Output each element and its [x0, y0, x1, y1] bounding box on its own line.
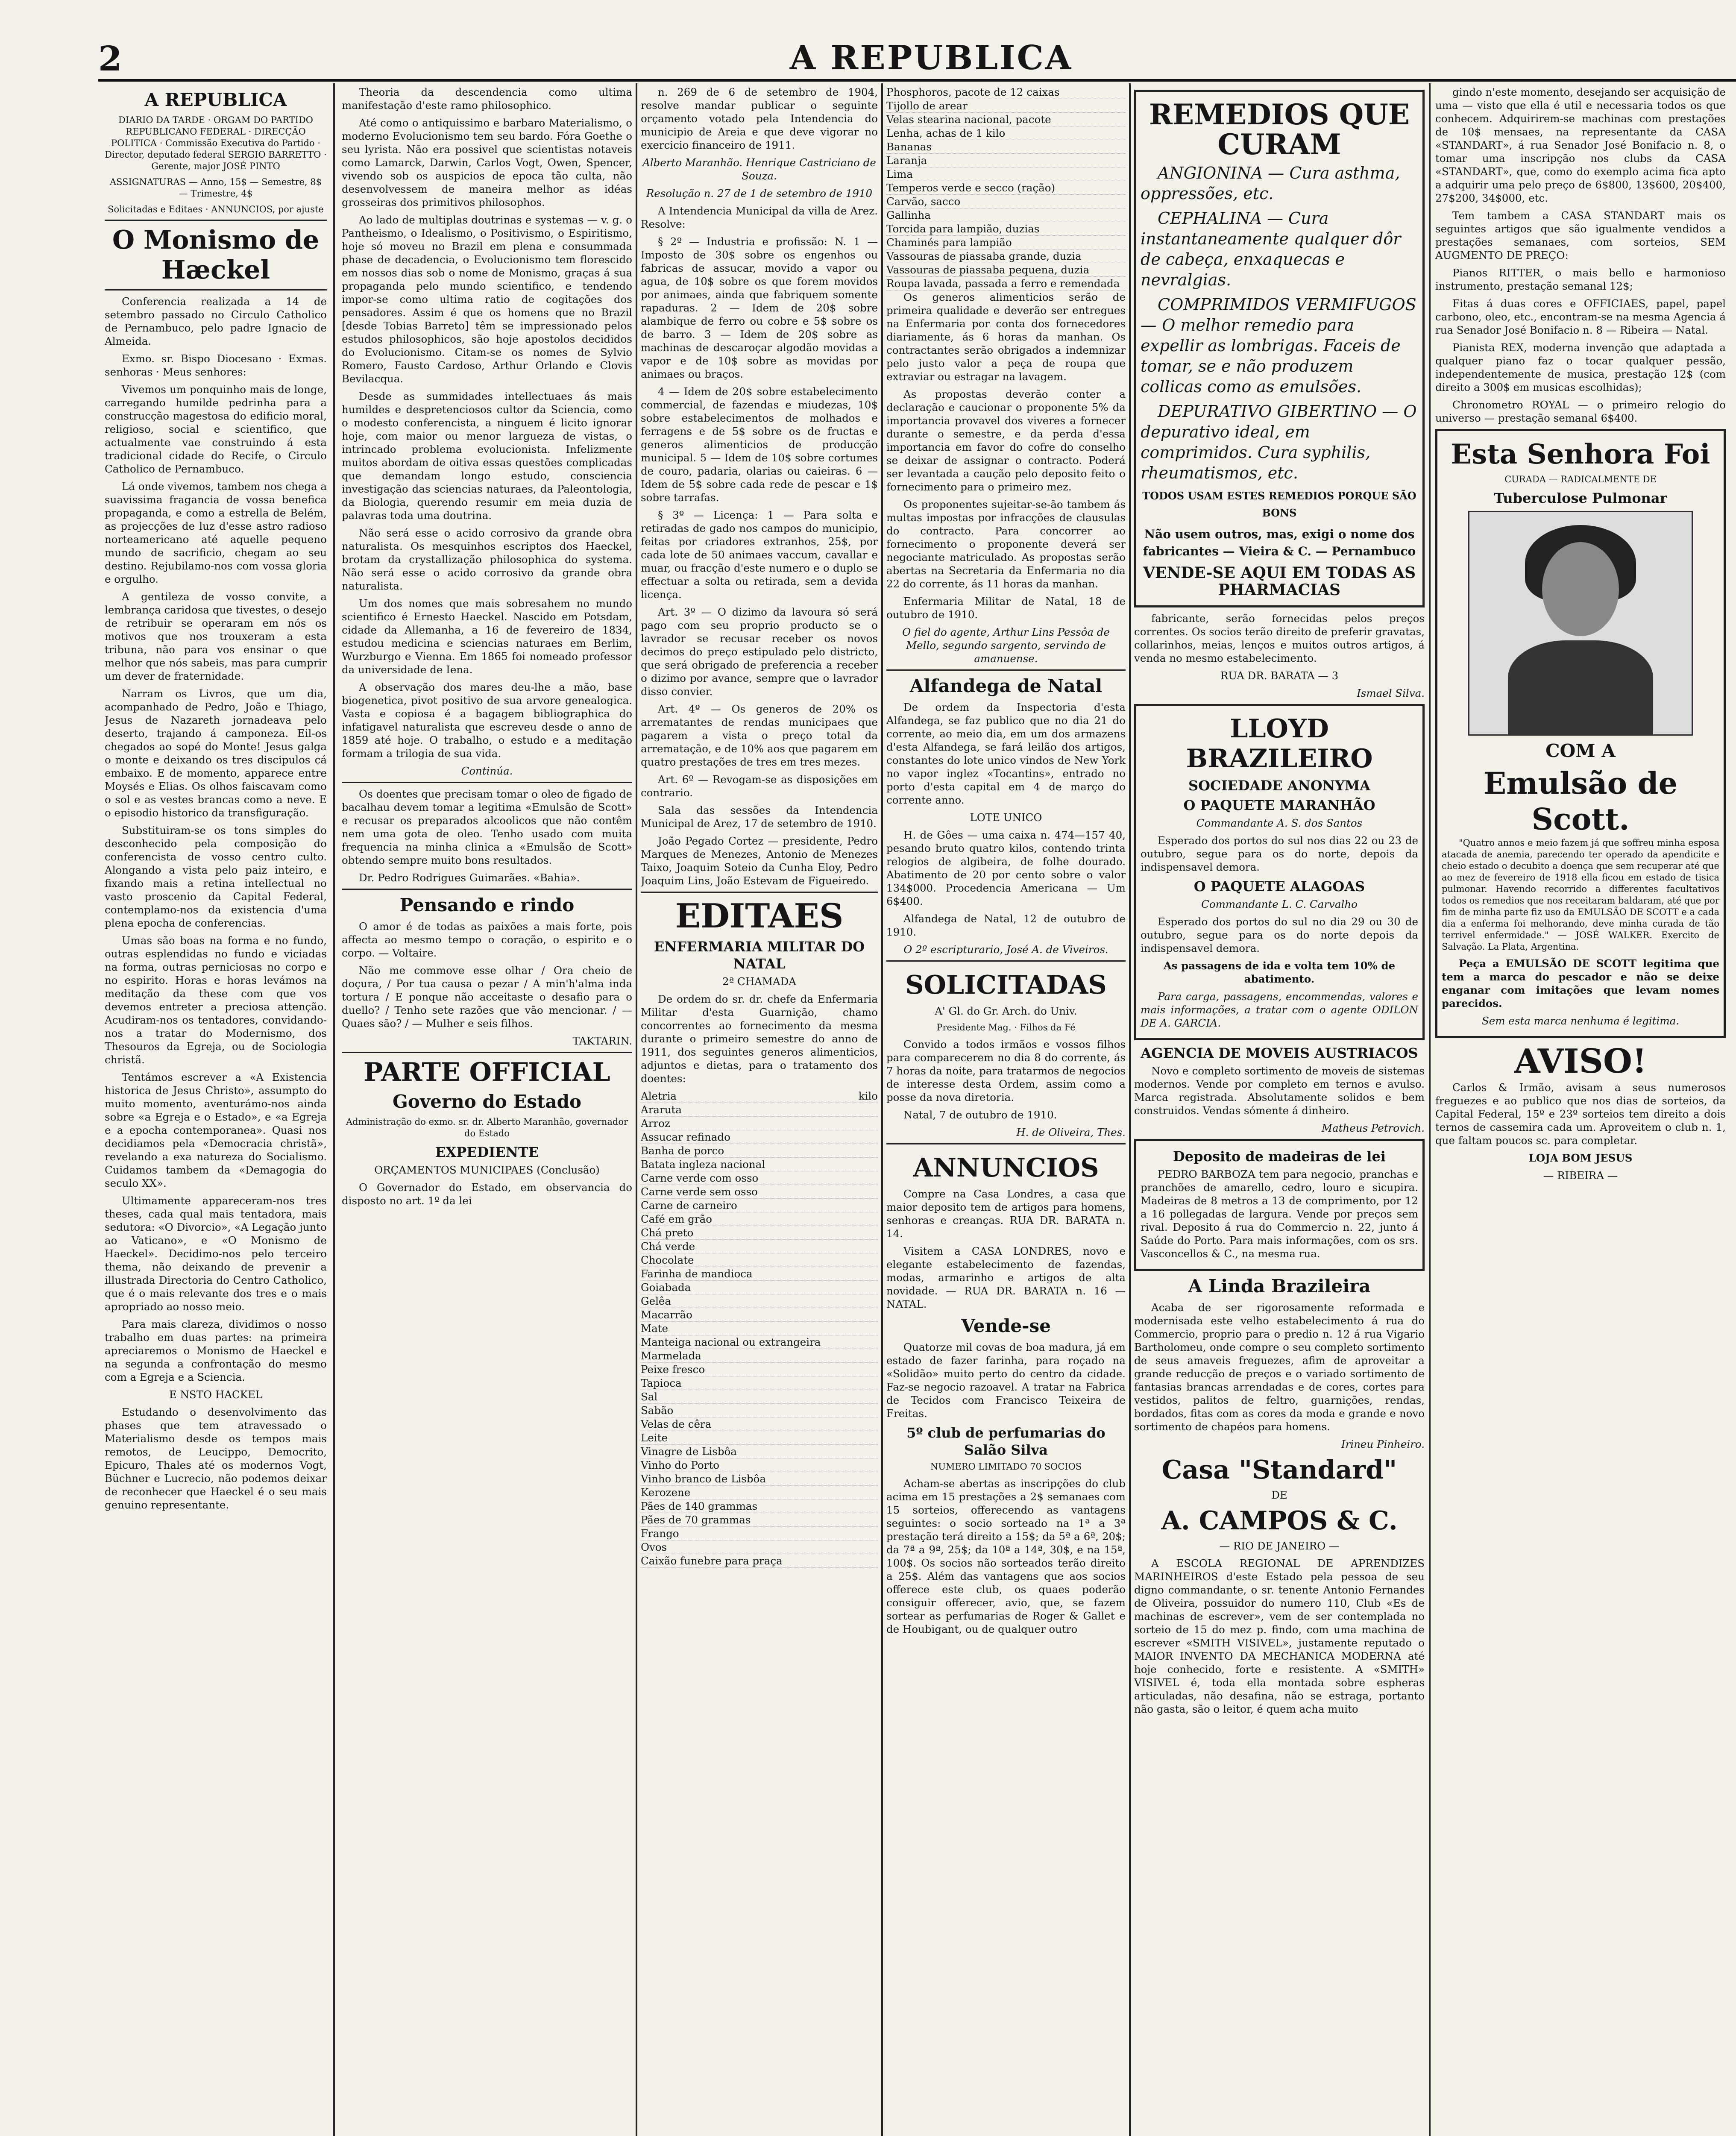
item-label: Velas de cêra	[641, 1418, 712, 1430]
admin-line: Administração do exmo. sr. dr. Alberto Maranhão, governador do Estado	[346, 1117, 628, 1138]
goods-list	[886, 85, 1126, 290]
item-label: Lima	[886, 168, 913, 180]
item-label: Manteiga nacional ou extrangeira	[641, 1336, 821, 1348]
subheading: 2ª CHAMADA	[722, 975, 796, 988]
item-label: Temperos verde e secco (ração)	[886, 182, 1056, 194]
solicitadas-heading: SOLICITADAS	[905, 970, 1107, 1000]
item-label: Farinha de mandioca	[641, 1268, 753, 1280]
paragraph: Esperado dos portos do sul no dia 29 ou 30 de outubro, segue para os do norte depois da indispensavel demora.	[1141, 915, 1418, 954]
woman-portrait-illustration	[1468, 511, 1693, 736]
item-label: Assucar refinado	[641, 1131, 730, 1143]
ad-line: As passagens de ida e volta tem 10% de abatimento.	[1163, 959, 1396, 985]
ad-subheading: SOCIEDADE ANONYMA	[1188, 778, 1370, 794]
ad-line: CEPHALINA — Cura instantaneamente qualquer dôr de cabeça, enxaquecas e nevralgias.	[1141, 209, 1401, 289]
list-item	[641, 1554, 878, 1568]
paragraph: Art. 6º — Revogam-se as disposições em contrario.	[641, 773, 878, 799]
paragraph: Art. 4º — Os generos de 20% os arrematantes de rendas municipaes que pagarem a vista o preço total da arrematação, e de 10% aos que pagarem em quatro prestações de tres em tres mezes.	[641, 703, 878, 768]
list-item	[641, 1185, 878, 1199]
goods-list	[641, 1089, 878, 1568]
item-label: Banha de porco	[641, 1144, 724, 1157]
paragraph: Tentámos escrever a «A Existencia historica de Jesus Christo», assumpto do muito momento, aventurámo-nos ainda sobre «a Egreja e o Estado», e «a Egreja e a epocha contemporanea». Quasi nos decidiamos pela «Democracia christã», revelando a exa natureza do Socialismo. Cuidamos tambem da «Demagogia do seculo XX».	[105, 1071, 327, 1189]
testimonial: "Quatro annos e meio fazem já que soffreu minha esposa atacada de anemia, parecendo ter operado da apendicite e cheio estado o decubito a doença que sem recuperar até que ao mez de fevereiro de 1918 ella ficou em estado de tisica pulmonar. Havendo recorrido a differentes facultativos todos os remedios que nos receitaram baldaram, até que por fim de minha parte fiz uso da EMULSÃO DE SCOTT e a cada dia a enferma foi melhorando, deve minha curada de tão terrivel enfermidade." — JOSÉ WALKER. Exercito de Salvação. La Plata, Argentina.	[1442, 838, 1719, 952]
paragraph: fabricante, serão fornecidas pelos preços correntes. Os socios terão direito de preferir gravatas, collarinhos, meias, lenços e muitos outros artigos, á venda no mesmo estabelecimento.	[1134, 612, 1425, 664]
place: — RIBEIRA —	[1543, 1169, 1618, 1182]
item-label: Velas stearina nacional, pacote	[886, 113, 1051, 126]
ad-line: COM A	[1545, 740, 1616, 761]
divider	[886, 960, 1126, 962]
list-item	[641, 1294, 878, 1308]
list-item	[641, 1158, 878, 1171]
list-item	[641, 1103, 878, 1117]
list-item	[886, 154, 1126, 167]
signature: O fiel do agente, Arthur Lins Pessôa de Mello, segundo sargento, servindo de amanuense.	[902, 626, 1110, 665]
item-label: Vinho branco de Lisbôa	[641, 1473, 766, 1485]
column-4	[886, 85, 1126, 2136]
section-heading: Casa "Standard"	[1161, 1455, 1397, 1485]
item-label: Laranja	[886, 154, 927, 167]
paragraph: Pianista REX, moderna invenção que adaptada a qualquer piano faz o tocar qualquer pessão, independentemente de musica, prestação 12$ (com direito a 300$ em musicas escolhidas);	[1435, 341, 1726, 393]
item-label: Café em grão	[641, 1213, 712, 1225]
item-label: Frango	[641, 1527, 679, 1540]
paragraph: A observação dos mares deu-lhe a mão, base biogenetica, pivot positivo de sua arvore genealogica. Vasta e copiosa é a bagagem bibliographica do infatigavel naturalista que escreveu desde o anno de 1859 até hoje. O trabalho, o estudo e a meditação formam a trilogia de sua vida.	[342, 681, 632, 760]
list-item	[886, 167, 1126, 181]
section-heading: A Linda Brazileira	[1188, 1276, 1371, 1297]
emulsion-ad	[1435, 429, 1726, 1038]
paragraph: Desde as summidades intellectuaes ás mais humildes e despretenciosos cultor da Sciencia, como o modesto conferencista, a ninguem é licito ignorar hoje, com maior ou menor largueza de vistas, o intrincado problema evolucionista. Infelizmente muitos abordam de oitiva essas questões complicadas que demandam longo estudo, consciencia investigação das sciencias naturaes, da Paleontologia, da Biologia, querendo resumir em meia duzia de palavras toda uma doutrina.	[342, 390, 632, 522]
item-label: Tijollo de arear	[886, 100, 968, 112]
company-name: A. CAMPOS & C.	[1161, 1506, 1398, 1536]
signature: Dr. Pedro Rodrigues Guimarães. «Bahia».	[359, 871, 580, 884]
paragraph: 4 — Idem de 20$ sobre estabelecimento commercial, de fazendas e miudezas, 10$ sobre estabelecimentos de molhados e ferragens e de 5$ sobre os de fructas e generos alimenticios de producção municipal. 5 — Idem de 10$ sobre cortumes de couro, padaria, olarias ou caieiras. 6 — Idem de 5$ sobre cada rede de pescar e 1$ sobre tarrafas.	[641, 385, 878, 504]
subheading: — RIO DE JANEIRO —	[1219, 1540, 1340, 1552]
paragraph: Umas são boas na forma e no fundo, outras esplendidas no fundo e viciadas na forma, outras perniciosas no corpo e no espirito. Horas e horas levámos na meditação da these com que vos devemos entreter a preciosa attenção. Acudiram-nos os tentadores, convidando-nos a tratar do Modernismo, dos Thesouros da Egreja, ou de Sociologia christã.	[105, 934, 327, 1066]
ad-line: ANGIONINA — Cura asthma, oppressões, etc.	[1141, 164, 1400, 203]
list-item	[886, 99, 1126, 113]
masthead-title: A REPUBLICA	[789, 38, 1073, 77]
ads-note: Solicitadas e Editaes · ANNUNCIOS, por ajuste	[108, 204, 324, 214]
item-label: Goiabada	[641, 1281, 691, 1294]
poem: Não me commove esse olhar / Ora cheio de doçura, / Por tua causa o pezar / A min'h'alma inda tortura / E ponque não acceitaste o desafio para o duello? / Tenho sete razões que vão mencionar. / — Quaes são? / — Mulher e seis filhos.	[342, 964, 632, 1030]
item-label: Carne de carneiro	[641, 1199, 737, 1212]
divider	[886, 669, 1126, 671]
imprint: DIARIO DA TARDE · ORGAM DO PARTIDO REPUBLICANO FEDERAL · DIRECÇÃO POLITICA · Commissão Executiva do Partido · Director, deputado federal SERGIO BARRETTO · Gerente, major JOSÉ PINTO	[105, 115, 327, 171]
paragraph: Sala das sessões da Intendencia Municipal de Arez, 17 de setembro de 1910.	[641, 804, 878, 830]
item-label: Vinho do Porto	[641, 1459, 719, 1471]
ad-line: CURADA — RADICALMENTE DE	[1504, 474, 1657, 484]
section-heading: Governo do Estado	[393, 1091, 581, 1112]
annuncios-heading: ANNUNCIOS	[913, 1153, 1099, 1183]
paragraph: Carlos & Irmão, avisam a seus numerosos freguezes e ao publico que nos dias de sorteios, da Capital Federal, 15º e 23º sorteios tem direito a dois ternos de cassemira cada um. Aproveitem o club n. 1, que faltam poucos sc. para completar.	[1435, 1081, 1726, 1147]
paragraph: Compre na Casa Londres, a casa que maior deposito tem de artigos para homens, senhoras e creanças. RUA DR. BARATA n. 14.	[886, 1188, 1126, 1240]
ad-heading: Esta Senhora Foi	[1451, 438, 1710, 470]
list-item	[886, 85, 1126, 99]
list-item	[641, 1144, 878, 1158]
list-item	[641, 1117, 878, 1130]
item-label: Kerozene	[641, 1486, 691, 1499]
list-item	[641, 1089, 878, 1103]
list-item	[641, 1458, 878, 1472]
paragraph: Não será esse o acido corrosivo da grande obra naturalista. Os mesquinhos escriptos dos Haeckel, brotam da crystallização philosophica do systema. Não será esse o acido corrosivo da grande obra naturalista.	[342, 527, 632, 592]
ship-name: O PAQUETE MARANHÃO	[1183, 797, 1375, 813]
divider	[342, 782, 632, 783]
item-label: Batata ingleza nacional	[641, 1158, 765, 1171]
section-heading: EXPEDIENTE	[435, 1144, 539, 1160]
signature: Matheus Petrovich.	[1321, 1122, 1425, 1134]
item-label: Aletria	[641, 1090, 677, 1102]
item-label: Carne verde com osso	[641, 1172, 759, 1184]
paragraph: Até como o antiquissimo e barbaro Materialismo, o moderno Evolucionismo tem seu bardo. Fóra Goethe o seu lyrista. Não era possivel que scientistas notaveis como Lamarck, Darwin, Carlos Vogt, Owen, Spencer, vivendo sob os auspicios de epoca tão culta, não desenvolvessem de maneira melhor as idéas grosseiras dos primitivos philosophos.	[342, 117, 632, 208]
item-label: Tapioca	[641, 1377, 682, 1389]
paragraph: § 3º — Licença: 1 — Para solta e retiradas de gado nos campos do municipio, feitas por criadores extranhos, 25$, por cada lote de 50 animaes vaccum, cavallar e muar, ou fracção d'este numero e o duplo se effectuar a solta ou retirada, sem a devida licença.	[641, 509, 878, 601]
resolution-title: Resolução n. 27 de 1 de setembro de 1910	[646, 187, 873, 200]
list-item	[641, 1417, 878, 1431]
divider	[105, 220, 327, 221]
masthead	[98, 38, 1736, 82]
item-label: Sal	[641, 1391, 658, 1403]
list-item	[886, 181, 1126, 195]
item-label: Chá verde	[641, 1240, 695, 1253]
column-rule	[1129, 83, 1131, 2136]
paragraph: H. de Gôes — uma caixa n. 474—157 40, pesando bruto quatro kilos, contendo trinta relogios de algibeira, de folhe dourado. Abatimento de 20 por cento sobre o valor 134$000. Procedencia Americana — Um 6$400.	[886, 829, 1126, 907]
address: RUA DR. BARATA — 3	[1220, 669, 1339, 682]
list-item	[641, 1240, 878, 1253]
official-heading: PARTE OFFICIAL	[364, 1057, 610, 1087]
timber-ad	[1134, 1139, 1425, 1271]
signature: Alberto Maranhão. Henrique Castriciano de Souza.	[642, 156, 876, 182]
ad-line: VENDE-SE AQUI EM TODAS AS PHARMACIAS	[1143, 564, 1416, 599]
section-heading: Alfandega de Natal	[909, 675, 1103, 696]
article-headline: O Monismo de Hæckel	[112, 225, 320, 285]
paragraph: Acaba de ser rigorosamente reformada e modernisada este velho estabelecimento á rua do Commercio, proprio para o predio n. 12 á rua Vigario Bartholomeu, onde compre o seu completo sortimento de seus amaveis freguezes, afim de aproveitar a grande reducção de preços e o variado sortimento de fantasias brancas arrendadas e de cores, cortes para vestidos, palitos de feltro, guarnições, rendas, bordados, fitas com as cores da moda e grande e novo sortimento de chapéos para homens.	[1134, 1301, 1425, 1433]
subscriptions: ASSIGNATURAS — Anno, 15$ — Semestre, 8$ — Trimestre, 4$	[109, 177, 322, 199]
paragraph: O Governador do Estado, em observancia do disposto no art. 1º da lei	[342, 1181, 632, 1207]
list-item	[641, 1281, 878, 1294]
list-item	[641, 1527, 878, 1540]
item-label: Gelêa	[641, 1295, 672, 1307]
editaes-heading: EDITAES	[675, 897, 844, 936]
paragraph: Para carga, passagens, encommendas, valores e mais informações, a tratar com o agente ODILON DE A. GARCIA.	[1141, 990, 1418, 1029]
item-label: Bananas	[886, 141, 932, 153]
commander: Commandante A. S. dos Santos	[1196, 817, 1363, 829]
item-label: Mate	[641, 1322, 669, 1335]
section-heading: Vende-se	[961, 1315, 1051, 1336]
list-item	[886, 126, 1126, 140]
signature: LOJA BOM JESUS	[1528, 1152, 1633, 1164]
list-item	[641, 1376, 878, 1390]
item-label: Caixão funebre para praça	[641, 1555, 783, 1567]
list-item	[641, 1199, 878, 1212]
paragraph: O amor é de todas as paixões a mais forte, pois affecta ao mesmo tempo o coração, o espirito e o corpo. — Voltaire.	[342, 920, 632, 959]
ad-heading: Deposito de madeiras de lei	[1173, 1148, 1386, 1165]
subheading: DE	[1271, 1489, 1287, 1501]
item-label: Leite	[641, 1432, 668, 1444]
ad-line: Sem esta marca nenhuma é legitima.	[1482, 1015, 1679, 1027]
paragraph: As propostas deverão conter a declaração e caucionar o proponente 5% da importancia provavel dos viveres a fornecer durante o semestre, e da perda d'essa importancia em favor do cofre do conselho se deixar de assignar o contracto. Poderá ser levantada a caução pelo deposito feito o fornecimento para o primeiro mez.	[886, 388, 1126, 493]
item-label: Pães de 70 grammas	[641, 1514, 751, 1526]
product-name: Emulsão de Scott.	[1483, 766, 1678, 837]
divider	[886, 1143, 1126, 1144]
item-label: Marmelada	[641, 1350, 701, 1362]
list-item	[641, 1212, 878, 1226]
paragraph: Theoria da descendencia como ultima manifestação d'este ramo philosophico.	[342, 86, 632, 111]
ad-heading: REMEDIOS QUE CURAM	[1149, 98, 1410, 161]
item-label: Pães de 140 grammas	[641, 1500, 758, 1512]
divider	[641, 892, 878, 893]
item-label: Macarrão	[641, 1309, 692, 1321]
ad-line: DEPURATIVO GIBERTINO — O depurativo ideal, em comprimidos. Cura syphilis, rheumatismos, etc.	[1141, 402, 1417, 482]
section-heading: 5º club de perfumarias do Salão Silva	[906, 1425, 1106, 1458]
list-item	[641, 1363, 878, 1376]
paragraph: Ultimamente appareceram-nos tres theses, cada qual mais tentadora, mais sedutora: «O Divorcio», «A Legação junto ao Vaticano», e «O Monismo de Haeckel». Decidimo-nos pelo terceiro thema, não deixando de prevenir a illustrada Directoria do Centro Catholico, que é o mais relevante dos tres e o mais apropriado ao nosso meio.	[105, 1194, 327, 1313]
item-label: Ovos	[641, 1541, 667, 1553]
paragraph: João Pegado Cortez — presidente, Pedro Marques de Menezes, Antonio de Menezes Taixo, Joaquim Soteio da Cunha Eloy, Pedro Joaquim Lins, João Estevam de Figueiredo.	[641, 835, 878, 887]
section-heading: ENFERMARIA MILITAR DO NATAL	[654, 939, 865, 972]
divider	[342, 889, 632, 890]
ad-line: Tuberculose Pulmonar	[1494, 490, 1667, 506]
list-item	[641, 1267, 878, 1281]
item-label: Lenha, achas de 1 kilo	[886, 127, 1006, 139]
item-label: Chaminés para lampião	[886, 236, 1012, 249]
paragraph: Ao lado de multiplas doutrinas e systemas — v. g. o Pantheismo, o Idealismo, o Positivismo, o Espiritismo, hoje só moveu no Brazil em plena e consummada phase de decadencia, o Evolucionismo tem florescido em nossos dias sob o nome de Monismo, graças á sua propaganda pelo mundo scientifico, e tendendo impor-se como ultima ratio de cogitações dos pensadores. Assim é que os homens que no Brazil [desde Tobias Barreto] têm se impressionado pelos estudos philosophicos, são hoje apostolos decididos do Evolucionismo. Citam-se os nomes de Sylvio Romero, Fausto Cardoso, Arthur Orlando e Clovis Bevilacqua.	[342, 214, 632, 385]
paragraph: A ESCOLA REGIONAL DE APRENDIZES MARINHEIROS d'este Estado pela pessoa de seu digno commandante, o sr. tenente Antonio Fernandes de Oliveira, possuidor do numero 110, Club «Es de machinas de escrever», vem de ser contemplada no sorteio de 15 do mez p. findo, com uma machina de escrever «SMITH VISIVEL», justamente reputado o MAIOR INVENTO DA MECHANICA MODERNA até hoje conhecido, forte e resistente. A «SMITH» VISIVEL é, toda ella montada sobre espheras articuladas, não desafina, não se estraga, portanto não gasta, são o leitor, é quem acha muito	[1134, 1557, 1425, 1715]
list-item	[641, 1486, 878, 1499]
list-item	[641, 1226, 878, 1240]
list-item	[886, 208, 1126, 222]
paragraph: Lá onde vivemos, tambem nos chega a suavissima fragancia de vossa benefica propaganda, e como a estrella de Belém, as projecções de luz d'esse astro radioso norteamericano até aquelle pequeno mundo de sacrificio, chegam ao seu destino. Rejubilamo-nos com vossa gloria e orgulho.	[105, 480, 327, 585]
item-label: Chá preto	[641, 1226, 694, 1239]
column-1	[105, 85, 327, 2136]
ad-line: TODOS USAM ESTES REMEDIOS PORQUE SÃO BONS	[1142, 490, 1416, 519]
paragraph: n. 269 de 6 de setembro de 1904, resolve mandar publicar o seguinte orçamento votado pela Intendencia do municipio de Areia e que deve vigorar no exercicio financeiro de 1911.	[641, 86, 878, 151]
item-label: Sabão	[641, 1404, 674, 1417]
paragraph: Os doentes que precisam tomar o oleo de figado de bacalhau devem tomar a legitima «Emulsão de Scott» e recusar os preparados alcoolicos que não contêm nem uma gota de oleo. Tenho usado com muita frequencia na minha clinica a «Emulsão de Scott» obtendo sempre muito bons resultados.	[342, 788, 632, 866]
ad-line: Peça a EMULSÃO DE SCOTT legitima que tem a marca do pescador e não se deixe enganar com imitações que levam nomes parecidos.	[1442, 957, 1719, 1009]
paragraph: Fitas á duas cores e OFFICIAES, papel, papel carbono, oleo, etc., encontram-se na mesma Agencia á rua Senador José Bonifacio n. 8 — Ribeira — Natal.	[1435, 297, 1726, 336]
paragraph: Tem tambem a CASA STANDART mais os seguintes artigos que são igualmente vendidos a prestações semanaes, com sorteios, SEM AUGMENTO DE PREÇO:	[1435, 209, 1726, 261]
list-item	[641, 1404, 878, 1417]
paragraph: A gentileza de vosso convite, a lembrança caridosa que tivestes, o desejo de retribuir se operaram em nós os motivos que nos trouxeram a esta tribuna, não para vos ensinar o que melhor que nós sabeis, mas para cumprir um dever de fraternidade.	[105, 590, 327, 682]
list-item	[886, 222, 1126, 236]
signature: Ismael Silva.	[1357, 687, 1425, 699]
list-item	[886, 236, 1126, 249]
paragraph: Narram os Livros, que um dia, acompanhado de Pedro, João e Thiago, Jesus de Nazareth jornadeava pelo deserto, trajando á camponeza. Eil-os chegados ao sopé do Monte! Jesus galga o monte e deixando os tres discipulos cá embaixo. E de momento, apparece entre Moysés e Elias. Os olhos faiscavam como o sol e as vestes brancas como a neve. E o episodio historico da transfiguração.	[105, 687, 327, 819]
subheading: NUMERO LIMITADO 70 SOCIOS	[930, 1461, 1082, 1472]
item-label: Phosphoros, pacote de 12 caixas	[886, 86, 1060, 98]
paragraph: Para mais clareza, dividimos o nosso trabalho em duas partes: na primeira apreciaremos o Monismo de Haeckel e na segunda a confrontação do mesmo com a Egreja e a Sciencia.	[105, 1318, 327, 1383]
paragraph: Natal, 7 de outubro de 1910.	[903, 1109, 1057, 1121]
paragraph: Vivemos um ponquinho mais de longe, carregando humilde pedrinha para a construcção magestosa do edificio moral, religioso, social e scientifico, que actualmente vae construindo á esta tradicional cidade do Recife, o Circulo Catholico de Pernambuco.	[105, 383, 327, 475]
ship-name: O PAQUETE ALAGOAS	[1194, 878, 1365, 895]
paragraph: Quatorze mil covas de boa madura, já em estado de fazer farinha, para roçado na «Solidão» muito perto do centro da cidade. Faz-se negocio razoavel. A tratar na Fabrica de Tecidos com Francisco Teixeira de Freitas.	[886, 1341, 1126, 1420]
list-item	[641, 1540, 878, 1554]
list-item	[641, 1472, 878, 1486]
column-3	[641, 85, 878, 2136]
paragraph: Esperado dos portos do sul nos dias 22 ou 23 de outubro, segue para os do norte, depois da indispensavel demora.	[1141, 834, 1418, 873]
list-item	[886, 263, 1126, 277]
item-label: Torcida para lampião, duzias	[886, 223, 1040, 235]
column-rule	[881, 83, 883, 2136]
list-item	[886, 113, 1126, 126]
item-label: Vinagre de Lisbôa	[641, 1445, 737, 1458]
paragraph: Art. 3º — O dizimo da lavoura só será pago com seu proprio producto se o lavrador se recusar receber os novos decimos do preço estipulado pelo districto, que será obrigado de preferencia a receber o dizimo por avance, sempre que o lavrador disso convier.	[641, 606, 878, 698]
paragraph: Exmo. sr. Bispo Diocesano · Exmas. senhoras · Meus senhores:	[105, 352, 327, 378]
column-rule	[1429, 83, 1431, 2136]
commander: Commandante L. C. Carvalho	[1201, 898, 1358, 910]
paragraph: A Intendencia Municipal da villa de Arez. Resolve:	[641, 205, 878, 230]
remedies-ad	[1134, 90, 1425, 607]
item-label: Chocolate	[641, 1254, 694, 1266]
subheading: Presidente Mag. · Filhos da Fé	[936, 1022, 1076, 1033]
paragraph: Substituiram-se os tons simples do desconhecido pela composição do conferencista de vosso centro culto. Alongando a vista pelo paiz inteiro, e fixando mais a retina intellectual no vasto proscenio da Capital Federal, contemplamo-nos da existencia d'uma plena epocha de conferencias.	[105, 824, 327, 929]
item-label: Peixe fresco	[641, 1363, 705, 1376]
column-rule	[333, 83, 335, 2136]
list-item	[641, 1171, 878, 1185]
list-item	[886, 249, 1126, 263]
item-label: Araruta	[641, 1103, 682, 1116]
ad-line: Não usem outros, mas, exigi o nome dos fabricantes — Vieira & C. — Pernambuco	[1143, 527, 1416, 558]
paragraph: PEDRO BARBOZA tem para negocio, pranchas e pranchões de amarello, cedro, louro e sicupira. Madeiras de 8 metros a 13 de comprimento, por 12 a 16 pollegadas de largura. Vende por preços sem rival. Deposito á rua do Commercio n. 22, junto á Saúde do Porto. Para mais informações, com os srs. Vasconcellos & C., na mesma rua.	[1141, 1168, 1418, 1260]
list-item	[641, 1308, 878, 1322]
list-item	[641, 1513, 878, 1527]
column-2	[342, 85, 632, 2136]
paragraph: Visitem a CASA LONDRES, novo e elegante estabelecimento de fazendas, modas, armarinho e artigos de alta novidade. — RUA DR. BARATA n. 16 — NATAL.	[886, 1245, 1126, 1310]
item-label: Vassouras de piassaba grande, duzia	[886, 250, 1082, 262]
signature: Irineu Pinheiro.	[1341, 1438, 1425, 1450]
paper-title: A REPUBLICA	[144, 89, 287, 110]
signature: O 2º escripturario, José A. de Viveiros.	[903, 943, 1108, 956]
list-item	[641, 1130, 878, 1144]
paragraph: Os generos alimenticios serão de primeira qualidade e deverão ser entregues na Enfermaria por conta dos fornecedores diariamente, ás 6 horas da manhan. Os contractantes serão obrigados a indemnizar pelo justo valor a peça de roupa que extraviar ou estragar na lavagem.	[886, 291, 1126, 383]
list-item	[641, 1390, 878, 1404]
column-6	[1435, 85, 1726, 2136]
section-heading: AGENCIA DE MOVEIS AUSTRIACOS	[1141, 1045, 1418, 1061]
ad-line: COMPRIMIDOS VERMIFUGOS — O melhor remedio para expellir as lombrigas. Faceis de tomar, se e não produzem collicas como as emulsões.	[1141, 295, 1416, 396]
paragraph: Pianos RITTER, o mais bello e harmonioso instrumento, prestação semanal 12$;	[1435, 267, 1726, 292]
paragraph: § 2º — Industria e profissão: N. 1 — Imposto de 30$ sobre os engenhos ou fabricas de assucar, movido a vapor ou agua, de 10$ sobre os que forem movidos por animaes, ainda que fabriquem somente rapaduras. 2 — Idem de 20$ sobre alambique de ferro ou cobre e 5$ sobre os de barro. 3 — Idem de 20$ sobre as machinas de descaroçar algodão movidas a vapor e de 10$ sobre as movidas por animaes ou braços.	[641, 235, 878, 380]
item-label: Gallinha	[886, 209, 931, 221]
list-item	[886, 277, 1126, 290]
item-label: Vassouras de piassaba pequena, duzia	[886, 264, 1090, 276]
aviso-heading: AVISO!	[1514, 1042, 1647, 1081]
list-item	[641, 1445, 878, 1458]
column-rule	[636, 83, 637, 2136]
item-label: Roupa lavada, passada a ferro e remendada	[886, 277, 1120, 290]
lloyd-ad	[1134, 704, 1425, 1040]
paragraph: Convido a todos irmãos e vossos filhos para comparecerem no dia 8 do corrente, ás 7 horas da noite, para tratarmos de negocios de interesse desta Ordem, assim como a posse da nova diretoria.	[886, 1038, 1126, 1103]
paragraph: Enfermaria Militar de Natal, 18 de outubro de 1910.	[886, 595, 1126, 621]
paragraph: Acham-se abertas as inscripções do club acima em 15 prestações a 2$ semanaes com 15 sorteios, offerecendo as vantagens seguintes: o socio sorteado na 1ª a 3ª prestação terá direito a 15$; da 5ª a 6ª, 20$; da 7ª a 9ª, 25$; da 10ª a 14ª, 30$, e na 15ª, 100$. Os socios não sorteados terão direito a 25$. Além das vantagens que aos socios offerece este club, os quaes poderão consiguir offerecer, avio, que, se fazem sortear as perfumarias de Roger & Gallet e de Houbigant, ou de qualquer outro	[886, 1477, 1126, 1635]
column-5	[1134, 85, 1425, 2136]
paragraph: Conferencia realizada a 14 de setembro passado no Circulo Catholico de Pernambuco, pelo padre Ignacio de Almeida.	[105, 295, 327, 347]
list-item	[886, 140, 1126, 154]
divider	[342, 1052, 632, 1053]
item-label: Arroz	[641, 1117, 670, 1130]
subheading: ORÇAMENTOS MUNICIPAES (Conclusão)	[374, 1164, 600, 1176]
subheading: LOTE UNICO	[970, 811, 1042, 824]
paragraph: De ordem do sr. dr. chefe da Enfermaria Militar d'esta Guarnição, chamo concorrentes ao fornecimento da mesma durante o primeiro semestre do anno de 1911, dos seguintes generos alimenticios, adjuntos e dietas, para o tratamento dos doentes:	[641, 993, 878, 1085]
paragraph: gindo n'este momento, desejando ser acquisição de uma — visto que ella é util e necessaria todos os que conhecem. Adquirirem-se machinas com prestações de 10$ mensaes, na representante da CASA «STANDART», á rua Senador José Bonifacio n. 8, o tomar uma inscripção nos clubs da CASA «STANDART», que, como do exemplo acima fica apto a adquirir uma pelo preço de 6$800, 13$600, 20$400, 27$200, 34$000, etc.	[1435, 86, 1726, 204]
ad-heading: LLOYD BRAZILEIRO	[1186, 714, 1373, 774]
item-label: Carvão, sacco	[886, 195, 961, 208]
paragraph: De ordem da Inspectoria d'esta Alfandega, se faz publico que no dia 21 do corrente, ao meio dia, em um dos armazens d'esta Alfandega, se fará leilão dos artigos, constantes do lote unico vindos de New York no vapor inglez «Tocantins», entrado no porto d'esta capital em 4 de março do corrente anno.	[886, 701, 1126, 806]
list-item	[641, 1499, 878, 1513]
list-item	[641, 1349, 878, 1363]
paragraph: Alfandega de Natal, 12 de outubro de 1910.	[886, 912, 1126, 938]
list-item	[886, 195, 1126, 208]
section-heading: Pensando e rindo	[399, 895, 575, 915]
signature: TAKTARIN.	[572, 1035, 632, 1047]
item-label: Carne verde sem osso	[641, 1185, 758, 1198]
continues-note: Continúa.	[461, 765, 513, 777]
paragraph: Chronometro ROYAL — o primeiro relogio do universo — prestação semanal 6$400.	[1435, 399, 1726, 424]
paragraph: Os proponentes sujeitar-se-ão tambem ás multas impostas por infracções de clausulas do contracto. Para concorrer ao fornecimento o proponente deverá ser negociante matriculado. As propostas serão abertas na Secretaria da Enfermaria no dia 22 do corrente, ás 11 horas da manhan.	[886, 498, 1126, 590]
item-unit: kilo	[858, 1090, 878, 1102]
page-number: 2	[98, 38, 122, 79]
list-item	[641, 1253, 878, 1267]
subheading: E NSTO HACKEL	[169, 1388, 263, 1401]
signature: H. de Oliveira, Thes.	[1016, 1126, 1126, 1138]
subheading: A' Gl. do Gr. Arch. do Univ.	[935, 1005, 1077, 1017]
divider	[105, 289, 327, 290]
list-item	[641, 1322, 878, 1335]
paragraph: Novo e completo sortimento de moveis de sistemas modernos. Vende por completo em ternos e avulso. Marca registrada. Absolutamente solidos e bem construidos. Vendas sómente á dinheiro.	[1134, 1065, 1425, 1117]
list-item	[641, 1431, 878, 1445]
paragraph: Estudando o desenvolvimento das phases que tem atravessado o Materialismo desde os tempos mais remotos, de Leucippo, Democrito, Epicuro, Thales até os modernos Vogt, Büchner e Lucrecio, não podemos deixar de reconhecer que Haeckel é o seu mais genuino representante.	[105, 1406, 327, 1511]
list-item	[641, 1335, 878, 1349]
paragraph: Um dos nomes que mais sobresahem no mundo scientifico é Ernesto Haeckel. Nascido em Potsdam, cidade da Allemanha, a 16 de fevereiro de 1834, estudou medicina e sciencias naturaes em Berlim, Wurzburgo e Vienna. Em 1865 foi nomeado professor da universidade de Iena.	[342, 597, 632, 676]
